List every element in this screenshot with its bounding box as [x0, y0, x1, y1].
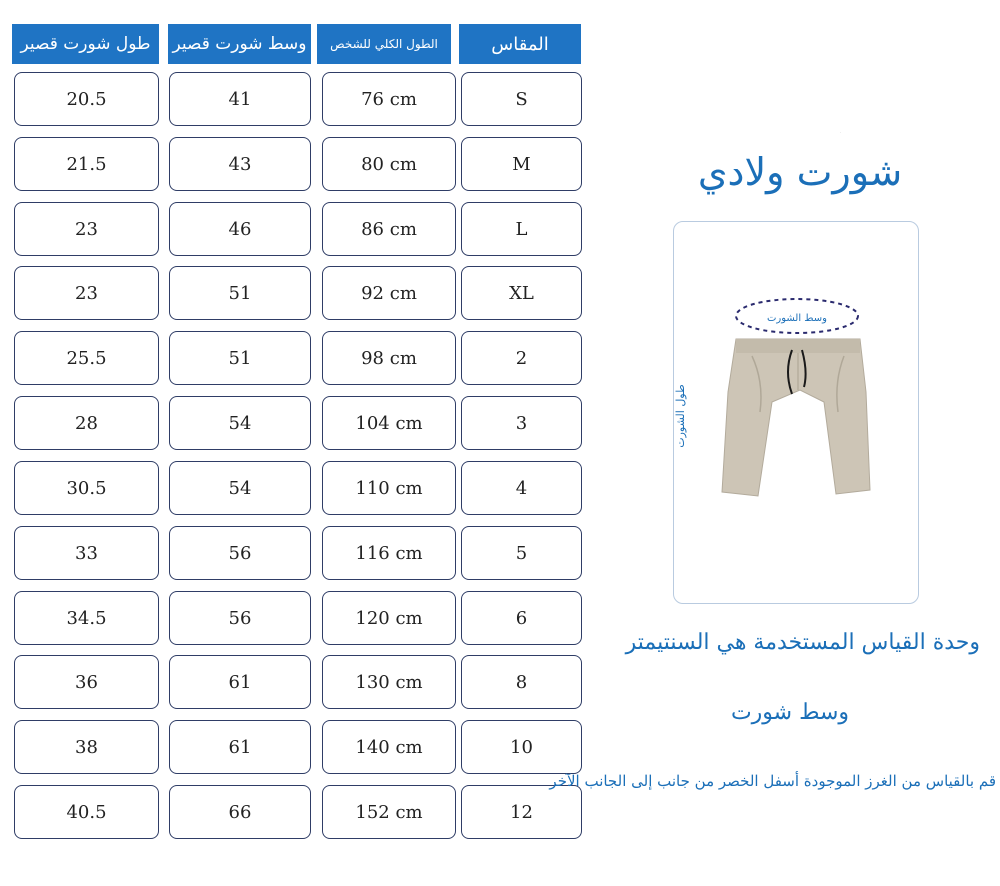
cell-length: 25.5: [14, 331, 159, 385]
cell-length: 23: [14, 266, 159, 320]
header-height: الطول الكلي للشخص: [317, 24, 451, 64]
cell-height: 152 cm: [322, 785, 456, 839]
cell-length: 33: [14, 526, 159, 580]
tiny-mark: ·: [840, 130, 842, 135]
unit-note: وحدة القياس المستخدمة هي السنتيمتر: [625, 630, 980, 655]
cell-size: 6: [461, 591, 582, 645]
cell-height: 76 cm: [322, 72, 456, 126]
cell-height: 98 cm: [322, 331, 456, 385]
cell-size: 3: [461, 396, 582, 450]
cell-size: M: [461, 137, 582, 191]
cell-size: 5: [461, 526, 582, 580]
cell-size: L: [461, 202, 582, 256]
cell-length: 34.5: [14, 591, 159, 645]
cell-height: 80 cm: [322, 137, 456, 191]
cell-height: 116 cm: [322, 526, 456, 580]
cell-size: 8: [461, 655, 582, 709]
cell-waist: 61: [169, 720, 311, 774]
cell-waist: 54: [169, 461, 311, 515]
cell-waist: 56: [169, 526, 311, 580]
cell-length: 21.5: [14, 137, 159, 191]
cell-length: 23: [14, 202, 159, 256]
shorts-diagram: [674, 222, 920, 605]
cell-length: 30.5: [14, 461, 159, 515]
cell-height: 104 cm: [322, 396, 456, 450]
header-length: طول شورت قصير: [12, 24, 159, 64]
waist-heading: وسط شورت: [730, 700, 850, 725]
header-size: المقاس: [459, 24, 581, 64]
cell-size: 12: [461, 785, 582, 839]
page-title: شورت ولادي: [697, 150, 903, 194]
cell-length: 28: [14, 396, 159, 450]
waist-instruction: قم بالقياس من الغرز الموجودة أسفل الخصر من جانب إلى الجانب الآخر: [549, 772, 996, 790]
cell-length: 38: [14, 720, 159, 774]
header-waist: وسط شورت قصير: [168, 24, 311, 64]
cell-size: 4: [461, 461, 582, 515]
cell-size: XL: [461, 266, 582, 320]
cell-waist: 46: [169, 202, 311, 256]
cell-height: 120 cm: [322, 591, 456, 645]
cell-waist: 56: [169, 591, 311, 645]
cell-size: S: [461, 72, 582, 126]
cell-length: 20.5: [14, 72, 159, 126]
cell-waist: 54: [169, 396, 311, 450]
cell-length: 36: [14, 655, 159, 709]
cell-size: 2: [461, 331, 582, 385]
cell-size: 10: [461, 720, 582, 774]
cell-height: 86 cm: [322, 202, 456, 256]
cell-height: 110 cm: [322, 461, 456, 515]
cell-waist: 61: [169, 655, 311, 709]
cell-waist: 43: [169, 137, 311, 191]
shorts-image: [722, 339, 870, 496]
cell-waist: 51: [169, 266, 311, 320]
cell-waist: 41: [169, 72, 311, 126]
cell-waist: 51: [169, 331, 311, 385]
shorts-photo-frame: [673, 221, 919, 604]
waist-label: وسط الشورت: [766, 313, 828, 324]
cell-length: 40.5: [14, 785, 159, 839]
cell-waist: 66: [169, 785, 311, 839]
cell-height: 140 cm: [322, 720, 456, 774]
cell-height: 92 cm: [322, 266, 456, 320]
cell-height: 130 cm: [322, 655, 456, 709]
length-label: طول الشورت: [674, 384, 687, 448]
